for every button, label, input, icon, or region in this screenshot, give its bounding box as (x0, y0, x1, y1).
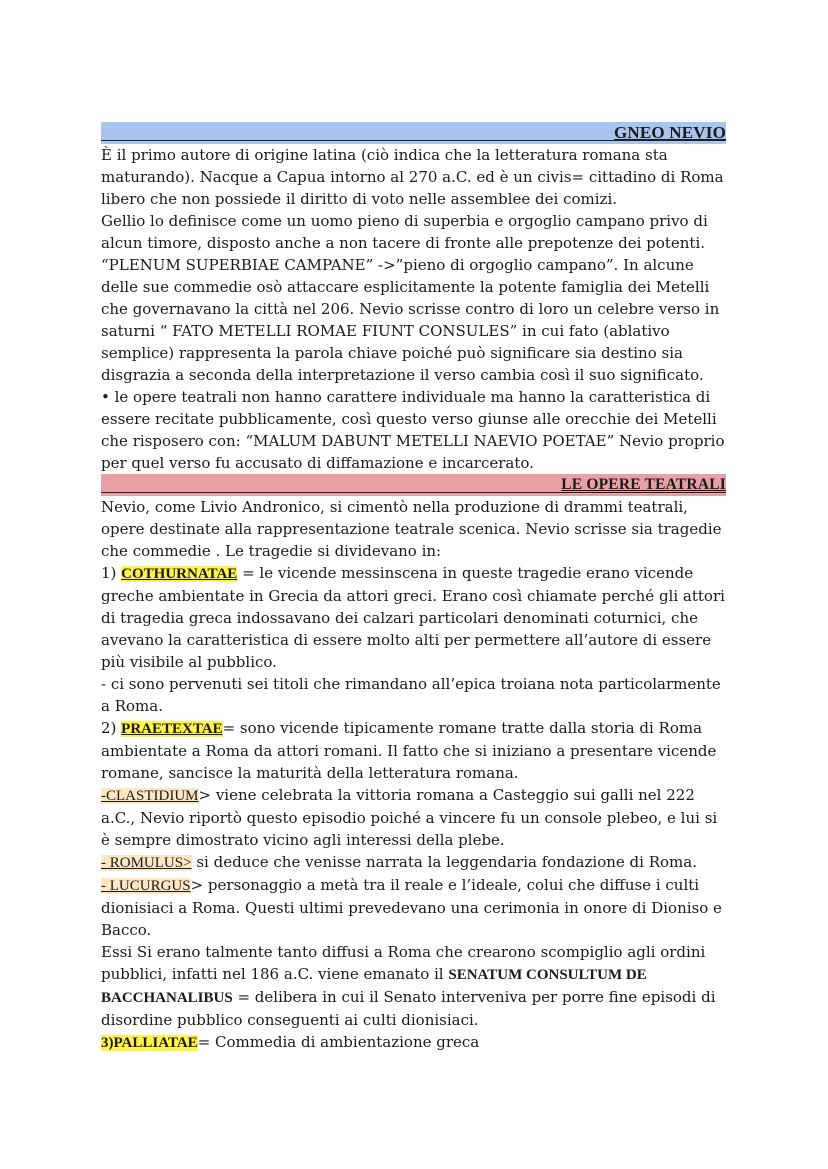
paragraph-opere-intro: Nevio, come Livio Andronico, si cimentò nella produzione di drammi teatrali, opere destinate alla rappresentazione teatrale scenica. Nevio scrisse sia tragedie che commedie . Le tragedie si dividevano in: (101, 498, 722, 560)
document-page (101, 122, 726, 1054)
term-highlight: - ROMULUS> (101, 855, 192, 871)
list-item-praetextae (101, 717, 726, 784)
item-text: = sono vicende tipicamente romane tratte dalla storia di Roma ambientate a Roma da attori romani. Il fatto che si iniziano a presentare vicende romane, sancisce la maturità della letteratura romana. (101, 719, 717, 782)
item-number: 1) (101, 564, 122, 582)
bold-term: SENATUM CONSULTUM DE BACCHANALIBUS (101, 967, 647, 1006)
paragraph-metelli: • le opere teatrali non hanno carattere individuale ma hanno la caratteristica di essere recitate pubblicamente, così questo verso giunse alle orecchie dei Metelli che risposero con: “MALUM DABUNT METELLI NAEVIO POETAE” Nevio proprio per quel verso fu accusato di diffamazione e incarcerato. (101, 388, 725, 472)
heading-text: LE OPERE TEATRALI (561, 476, 726, 493)
list-item-cothurnatae (101, 562, 726, 673)
item-text: > personaggio a metà tra il reale e l’ideale, colui che diffuse i culti dionisiaci a Roma. Questi ultimi prevedevano una cerimonia in onore di Dioniso e Bacco. (101, 876, 722, 939)
sub-item-romulus (101, 851, 726, 874)
section-heading-gneo-nevio (101, 122, 726, 144)
item-number: 2) (101, 719, 122, 737)
paragraph-text: = delibera in cui il Senato interveniva per porre fine episodi di disordine pubblico conseguenti ai culti dionisiaci. (101, 988, 716, 1029)
term-highlight: 3)PALLIATAE (101, 1035, 198, 1051)
term-highlight: - LUCURGUS (101, 878, 191, 894)
paragraph-bacchanalibus (101, 941, 726, 1031)
sub-item-lucurgus (101, 874, 726, 941)
heading-text: GNEO NEVIO (613, 123, 726, 142)
paragraph-note: - ci sono pervenuti sei titoli che rimandano all’epica troiana nota particolarmente a Roma. (101, 675, 721, 715)
item-text: si deduce che venisse narrata la leggendaria fondazione di Roma. (191, 853, 697, 871)
paragraph-gellio: Gellio lo definisce come un uomo pieno di superbia e orgoglio campano privo di alcun timore, disposto anche a non tacere di fronte alle prepotenze dei potenti. “PLENUM SUPERBIAE CAMPANE” ->”pieno di orgoglio campano”. In alcune delle sue commedie osò attaccare esplicitamente la potente famiglia dei Metelli che governavano la città nel 206. Nevio scrisse contro di loro un celebre verso in saturni “ FATO METELLI ROMAE FIUNT CONSULES” in cui fato (ablativo semplice) rappresenta la parola chiave poiché può significare sia destino sia disgrazia a seconda della interpretazione il verso cambia così il suo significato. (101, 212, 720, 384)
paragraph-intro: È il primo autore di origine latina (ciò indica che la letteratura romana sta maturando). Nacque a Capua intorno al 270 a.C. ed è un civis= cittadino di Roma libero che non possiede il diritto di voto nelle assemblee dei comizi. (101, 146, 724, 208)
term-highlight: -CLASTIDIUM (101, 788, 199, 804)
term-highlight: COTHURNATAE (121, 566, 238, 582)
item-text: > viene celebrata la vittoria romana a Casteggio sui galli nel 222 a.C., Nevio riportò questo episodio poiché a vincere fu un console plebeo, e lui si è sempre dimostrato vicino agli interessi della plebe. (101, 786, 718, 849)
item-text: = le vicende messinscena in queste tragedie erano vicende greche ambientate in Grecia da attori greci. Erano così chiamate perché gli attori di tragedia greca indossavano dei calzari particolari denominati coturnici, che avevano la caratteristica di essere molto alti per permettere all’autore di essere più visibile al pubblico. (101, 564, 725, 671)
term-highlight: PRAETEXTAE (121, 721, 223, 737)
paragraph-text: Essi Si erano talmente tanto diffusi a Roma che crearono scompiglio agli ordini pubblici, infatti nel 186 a.C. viene emanato il (101, 943, 706, 983)
item-text: = Commedia di ambientazione greca (197, 1033, 480, 1051)
list-item-palliatae (101, 1031, 726, 1054)
section-heading-opere-teatrali (101, 474, 726, 496)
sub-item-clastidium (101, 784, 726, 851)
